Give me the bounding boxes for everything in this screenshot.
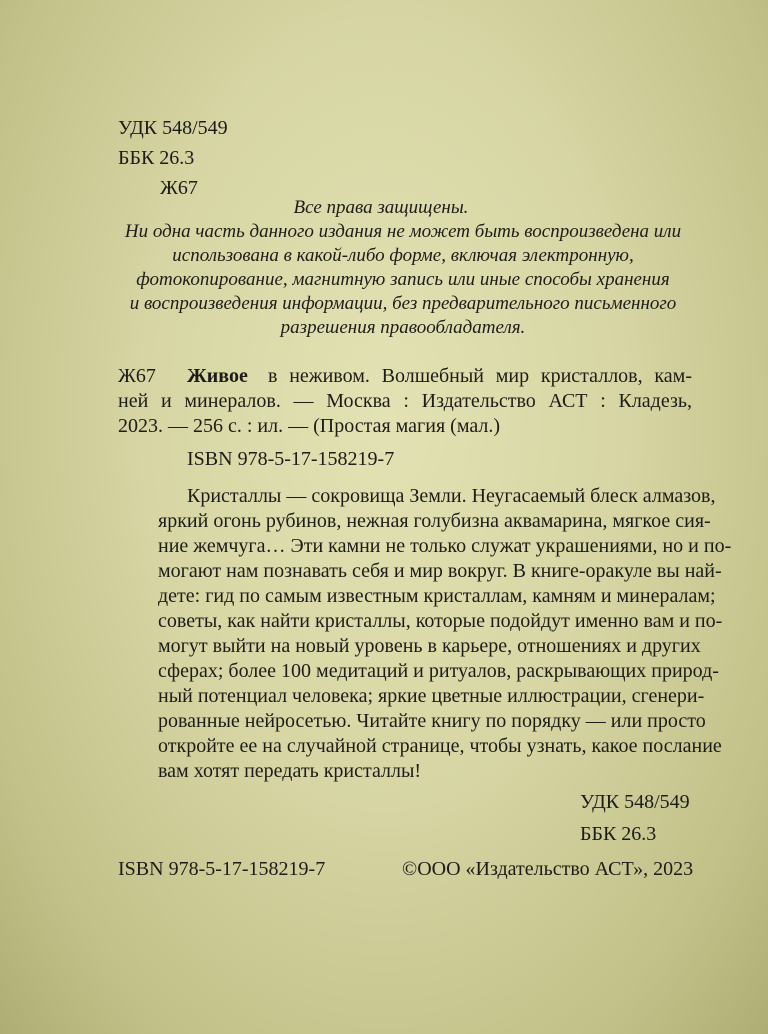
rights-line: Все права защищены. <box>293 197 469 218</box>
catalog-line: ней и минералов. — Москва : Издательство АСТ : Кладезь, <box>118 390 692 412</box>
annotation-line: сферах; более 100 медитаций и ритуалов, раскрывающих природ- <box>158 660 719 682</box>
author-mark: Ж67 <box>160 177 198 199</box>
annotation-line: ный потенциал человека; яркие цветные иллюстрации, сгенери- <box>158 685 705 707</box>
udk-code-bottom: УДК 548/549 <box>580 791 690 813</box>
annotation-line: откройте ее на случайной странице, чтобы узнать, какое послание <box>158 735 722 757</box>
catalog-mark: Ж67 <box>118 365 156 387</box>
bbk-code-bottom: ББК 26.3 <box>580 823 657 845</box>
annotation-line: рованные нейросетью. Читайте книгу по порядку — или просто <box>158 710 706 732</box>
rights-line: разрешения правообладателя. <box>280 317 526 338</box>
catalog-isbn: ISBN 978-5-17-158219-7 <box>187 448 395 470</box>
rights-line: Ни одна часть данного издания не может быть воспроизведена или <box>124 221 682 242</box>
udk-code: УДК 548/549 <box>118 117 228 139</box>
rights-line: и воспроизведения информации, без предварительного письменного <box>129 293 677 314</box>
annotation-line: могут выйти на новый уровень в карьере, отношениях и других <box>158 635 701 657</box>
catalog-line: в неживом. Волшебный мир кристаллов, кам- <box>268 365 692 387</box>
catalog-line: 2023. — 256 с. : ил. — (Простая магия (мал.) <box>118 415 501 437</box>
annotation-line: дете: гид по самым известным кристаллам, камням и минералам; <box>158 585 716 607</box>
rights-line: использована в какой-либо форме, включая электронную, <box>172 245 634 266</box>
annotation-line: вам хотят передать кристаллы! <box>158 760 422 782</box>
catalog-title: Живое <box>187 365 248 387</box>
annotation-line: яркий огонь рубинов, нежная голубизна аквамарина, мягкое сия- <box>158 510 711 532</box>
annotation-line: Кристаллы — сокровища Земли. Неугасаемый блеск алмазов, <box>187 485 716 507</box>
footer-isbn: ISBN 978-5-17-158219-7 <box>118 858 326 880</box>
annotation-line: советы, как найти кристаллы, которые подойдут именно вам и по- <box>158 610 723 632</box>
annotation-line: ние жемчуга… Эти камни не только служат украшениями, но и по- <box>158 535 732 557</box>
footer-copyright: ©ООО «Издательство АСТ», 2023 <box>402 858 694 880</box>
annotation-line: могают нам познавать себя и мир вокруг. В книге-оракуле вы най- <box>158 560 722 582</box>
rights-line: фотокопирование, магнитную запись или иные способы хранения <box>136 269 670 290</box>
bbk-code: ББК 26.3 <box>118 147 195 169</box>
